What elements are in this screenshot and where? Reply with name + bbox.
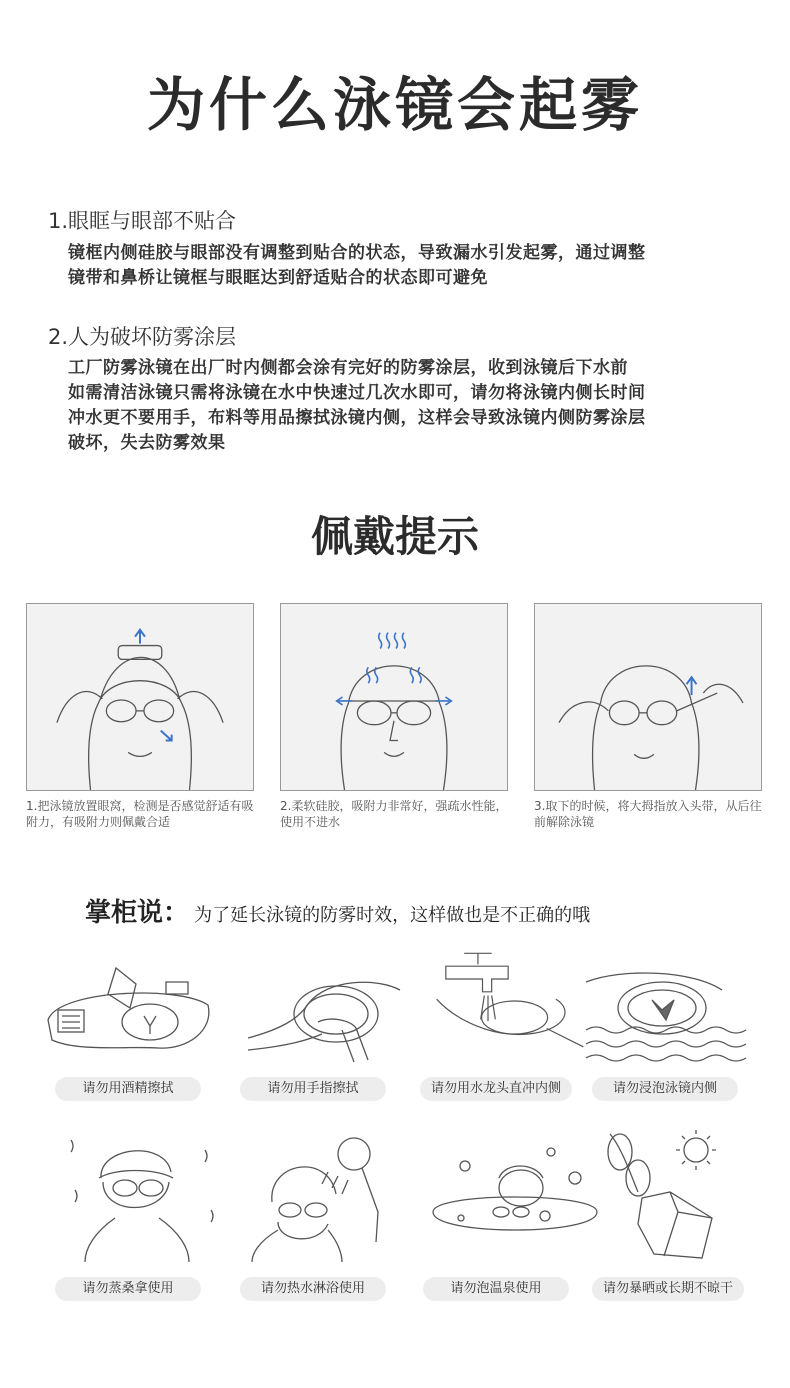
dont-alcohol-label: 请勿用酒精擦拭 [55,1077,201,1101]
reason-1-body [68,241,758,291]
reason-2-line: 破坏，失去防雾效果 [68,433,226,453]
reason-1-line: 镜框内侧硅胶与眼部没有调整到贴合的状态，导致漏水引发起雾，通过调整 [68,243,646,263]
dont-faucet-label: 请勿用水龙头直冲内侧 [420,1077,572,1101]
alcohol-wipe-illustration [38,960,218,1070]
leaf-icon [144,1016,156,1034]
reason-1-heading: 1.眼眶与眼部不贴合 [48,209,237,233]
wave-arrows-icon [337,633,452,705]
adjust-arrow-icon [161,731,172,741]
dont-sun-label: 请勿暴晒或长期不晾干 [592,1277,744,1301]
sun-icon [684,1138,708,1162]
reason-2-line: 如需清洁泳镜只需将泳镜在水中快速过几次水即可，请勿将泳镜内侧长时间 [68,383,646,403]
shopkeeper-text: 为了延长泳镜的防雾时效，这样做也是不正确的哦 [194,905,591,926]
bubbles-icon [458,1148,581,1221]
tip-3-illustration [534,603,762,791]
dont-finger-label: 请勿用手指擦拭 [240,1077,386,1101]
tip-2-caption: 2.柔软硅胶，吸附力非常好，强疏水性能，使用不进水 [280,799,508,829]
hot-shower-illustration [238,1132,418,1262]
reason-1-line: 镜带和鼻桥让镜框与眼眶达到舒适贴合的状态即可避免 [68,268,488,288]
shopkeeper-note [85,892,590,929]
finger-wipe-illustration [238,960,418,1070]
reason-2-heading: 2.人为破坏防雾涂层 [48,325,237,349]
shopkeeper-title: 掌柜说： [85,898,190,928]
tip-1-illustration [26,603,254,791]
tip-1-caption: 1.把泳镜放置眼窝，检测是否感觉舒适有吸附力，有吸附力则佩戴合适 [26,799,254,829]
reason-2-line: 工厂防雾泳镜在出厂时内侧都会涂有完好的防雾涂层，收到泳镜后下水前 [68,358,628,378]
shower-head-icon [338,1138,370,1170]
up-arrow-icon [135,630,145,644]
dont-spring-label: 请勿泡温泉使用 [423,1277,569,1301]
sun-exposure-illustration [602,1128,782,1262]
page-title: 为什么泳镜会起雾 [146,71,643,139]
tip-2-illustration [280,603,508,791]
reason-2-line: 冲水更不要用手，布料等用品擦拭泳镜内侧，这样会导致泳镜内侧防雾涂层 [68,408,646,428]
dont-shower-label: 请勿热水淋浴使用 [240,1277,386,1301]
steam-icon [71,1140,213,1222]
hot-spring-illustration [425,1132,605,1262]
water-wave-icon [586,1027,746,1061]
dont-soak-label: 请勿浸泡泳镜内侧 [592,1077,738,1101]
soaking-illustration [582,960,762,1070]
tip-3-caption: 3.取下的时候，将大拇指放入头带，从后往前解除泳镜 [534,799,762,829]
dont-sauna-label: 请勿蒸桑拿使用 [55,1277,201,1301]
sauna-illustration [55,1132,235,1262]
reason-2-body [68,356,758,456]
faucet-illustration [420,946,600,1056]
tips-title: 佩戴提示 [310,512,479,561]
leaf-icon [652,1000,674,1020]
